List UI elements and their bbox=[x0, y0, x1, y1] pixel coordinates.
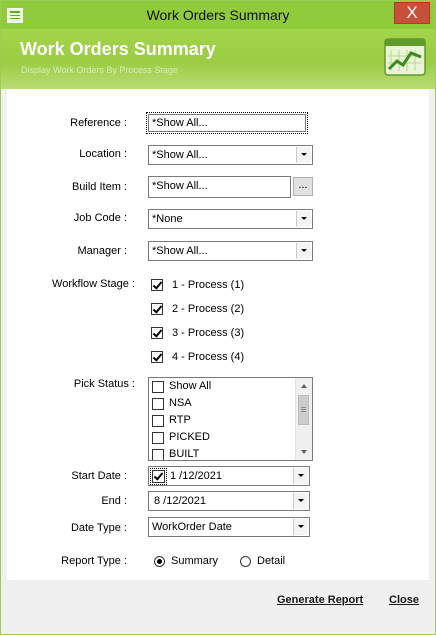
manager-select[interactable] bbox=[148, 241, 313, 261]
footer-bar bbox=[1, 580, 435, 634]
end-date-value: 8 /12/2021 bbox=[154, 495, 206, 507]
job-code-label: Job Code : bbox=[73, 212, 127, 224]
workflow-stage-4-checkbox[interactable] bbox=[151, 351, 163, 363]
scroll-up-icon[interactable] bbox=[296, 378, 312, 394]
chevron-down-icon[interactable] bbox=[296, 211, 311, 227]
list-item-label: NSA bbox=[169, 397, 192, 409]
start-date-label: Start Date : bbox=[71, 470, 127, 482]
chart-report-icon bbox=[383, 35, 427, 79]
workflow-stage-3-checkbox[interactable] bbox=[151, 327, 163, 339]
banner-subtitle: Display Work Orders By Process Stage bbox=[21, 65, 178, 75]
report-type-detail-label: Detail bbox=[257, 555, 286, 567]
reference-input[interactable]: *Show All... bbox=[148, 114, 306, 132]
list-item-label: RTP bbox=[169, 414, 191, 426]
workflow-stage-2-label: 2 - Process (2) bbox=[172, 303, 245, 315]
close-button[interactable]: Close bbox=[389, 594, 419, 606]
generate-report-button[interactable]: Generate Report bbox=[277, 594, 364, 606]
build-item-input[interactable]: *Show All... bbox=[148, 176, 291, 198]
pick-status-nsa-checkbox[interactable] bbox=[152, 398, 164, 410]
pick-status-scrollbar[interactable] bbox=[295, 378, 312, 460]
chevron-down-icon[interactable] bbox=[293, 493, 308, 509]
end-date-label: End : bbox=[101, 495, 127, 507]
chevron-down-icon[interactable] bbox=[293, 468, 308, 484]
report-type-detail-radio[interactable] bbox=[240, 556, 251, 567]
scroll-thumb[interactable] bbox=[298, 395, 309, 425]
report-type-label: Report Type : bbox=[61, 555, 127, 567]
workflow-stage-1-label: 1 - Process (1) bbox=[172, 279, 245, 291]
chevron-down-icon[interactable] bbox=[296, 243, 311, 259]
window-close-button[interactable]: X bbox=[394, 2, 430, 24]
start-date-picker[interactable] bbox=[148, 466, 310, 486]
banner-title: Work Orders Summary bbox=[20, 39, 216, 59]
pick-status-rtp-checkbox[interactable] bbox=[152, 415, 164, 427]
pick-status-listbox[interactable] bbox=[148, 377, 313, 461]
chevron-down-icon[interactable] bbox=[293, 519, 308, 535]
start-date-value: 1 /12/2021 bbox=[170, 470, 222, 482]
pick-status-showall-checkbox[interactable] bbox=[152, 381, 164, 393]
date-type-label: Date Type : bbox=[70, 522, 127, 534]
form-panel bbox=[7, 89, 429, 580]
pick-status-label: Pick Status : bbox=[73, 378, 135, 390]
pick-status-picked-checkbox[interactable] bbox=[152, 432, 164, 444]
report-type-summary-radio[interactable] bbox=[154, 556, 165, 567]
list-item-label: Show All bbox=[169, 380, 212, 392]
workflow-stage-1-checkbox[interactable] bbox=[151, 279, 163, 291]
location-label: Location : bbox=[79, 148, 127, 160]
location-value: *Show All... bbox=[152, 149, 208, 161]
list-item-label: PICKED bbox=[169, 431, 210, 443]
workflow-stage-3-label: 3 - Process (3) bbox=[172, 327, 245, 339]
pick-status-built-checkbox[interactable] bbox=[152, 449, 164, 461]
location-select[interactable] bbox=[148, 145, 313, 165]
end-date-picker[interactable] bbox=[148, 491, 310, 511]
workflow-stage-label: Workflow Stage : bbox=[52, 278, 135, 290]
report-type-summary-label: Summary bbox=[171, 555, 219, 567]
title-bar bbox=[1, 1, 435, 29]
workflow-stage-2-checkbox[interactable] bbox=[151, 303, 163, 315]
window-title: Work Orders Summary bbox=[146, 7, 290, 23]
date-type-select[interactable] bbox=[148, 517, 310, 537]
workflow-stage-4-label: 4 - Process (4) bbox=[172, 351, 245, 363]
chevron-down-icon[interactable] bbox=[296, 147, 311, 163]
manager-value: *Show All... bbox=[152, 245, 208, 257]
job-code-value: *None bbox=[152, 213, 183, 225]
date-type-value: WorkOrder Date bbox=[152, 521, 232, 533]
manager-label: Manager : bbox=[77, 245, 127, 257]
start-date-checkbox[interactable] bbox=[152, 470, 165, 483]
job-code-select[interactable] bbox=[148, 209, 313, 229]
scroll-down-icon[interactable] bbox=[296, 444, 312, 460]
build-item-browse-button[interactable]: ... bbox=[293, 177, 313, 196]
reference-label: Reference : bbox=[70, 117, 127, 129]
header-banner bbox=[1, 29, 435, 89]
build-item-label: Build Item : bbox=[71, 181, 127, 193]
list-item-label: BUILT bbox=[169, 448, 200, 460]
